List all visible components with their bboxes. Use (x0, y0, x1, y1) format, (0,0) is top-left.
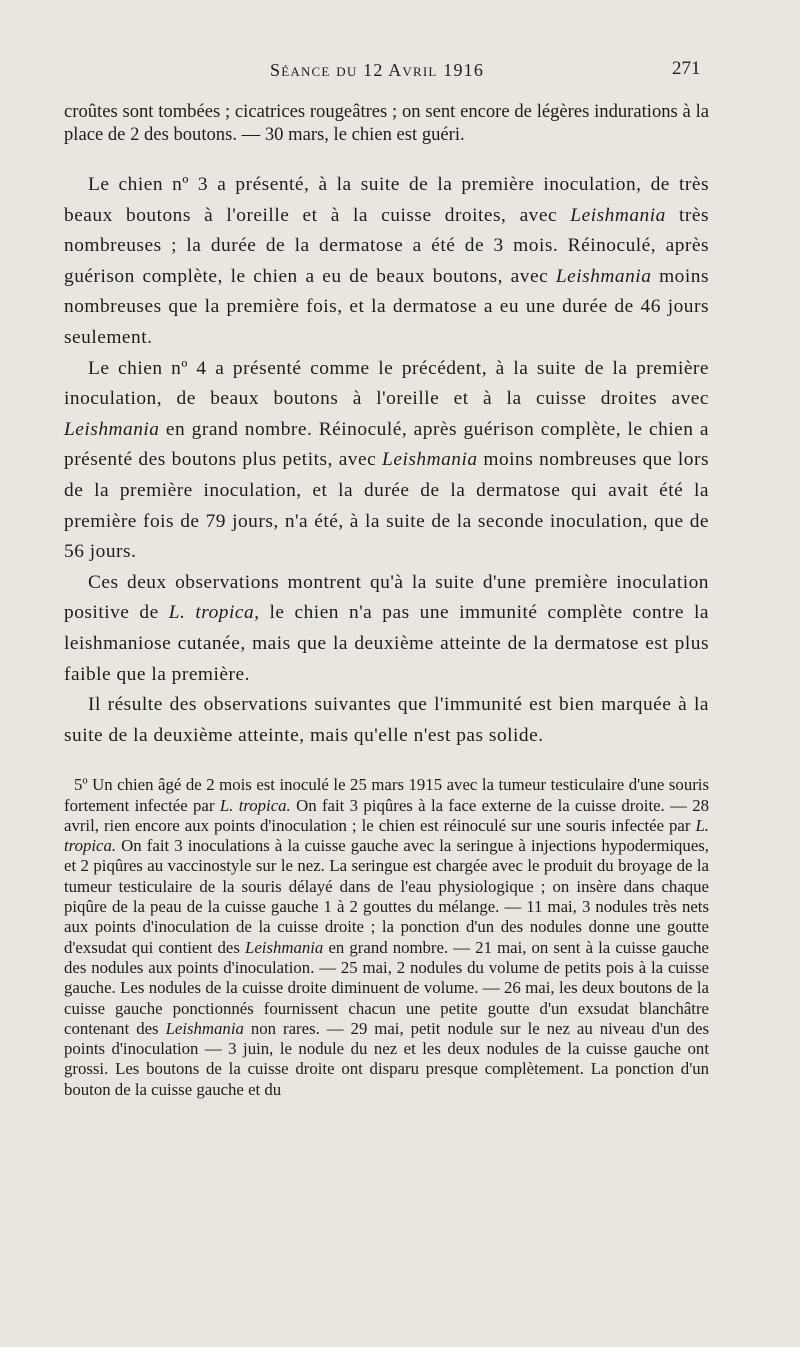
text-run: Le chien nº 4 a présenté comme le précédent, à la suite de la première inoculation, de beaux boutons à l'oreille et à la cuisse droites avec (64, 357, 709, 410)
body-text (64, 100, 709, 1100)
text-run: en grand nombre. Réinoculé, après guérison complète, le chien a présenté des boutons plus petits, avec (64, 418, 709, 471)
italic-term: L. tropica, (168, 602, 260, 624)
text-run: On fait 3 inoculations à la cuisse gauche avec la seringue à injections hypodermiques, et 2 piqûres au vaccinostyle sur le nez. La seringue est chargée avec le produit du broyage de la tumeur testiculaire de la souris délayé dans de l'eau physiologique ; on insère dans chaque piqûre de la peau de la cuisse gauche 1 à 2 gouttes du mélange. — 11 mai, 3 nodules très nets aux points d'inoculation de la cuisse droite ; la ponction d'un des nodules donne une goutte d'exsudat qui contient des (64, 836, 709, 957)
italic-term: Leishmania (555, 265, 652, 287)
text-run: moins nombreuses que la première fois, et la dermatose a eu une durée de 46 jours seulement. (64, 265, 709, 348)
paragraph-chien-4 (64, 354, 709, 568)
text-run: non rares. — 29 mai, petit nodule sur le nez au niveau d'un des points d'inoculation — 3 juin, le nodule du nez et les deux nodules de la cuisse gauche ont grossi. Les boutons de la cuisse droite ont disparu presque complètement. La ponction d'un bouton de la cuisse gauche et du (64, 1018, 709, 1099)
italic-term: Leishmania (570, 204, 666, 226)
paragraph-observation-5 (64, 775, 709, 1100)
italic-term: Leishmania (382, 449, 478, 471)
text-run: 5º Un chien âgé de 2 mois est inoculé le 25 mars 1915 avec la tumeur testiculaire d'une souris fortement infectée par (64, 775, 709, 815)
paragraph-observations (64, 568, 709, 690)
page-header (0, 52, 800, 82)
text-run: très nombreuses ; la durée de la dermatose a été de 3 mois. Réinoculé, après guérison complète, le chien a eu de beaux boutons, avec (64, 204, 709, 287)
paragraph-immunite: Il résulte des observations suivantes que l'immunité est bien marquée à la suite de la deuxième atteinte, mais qu'elle n'est pas solide. (64, 694, 709, 746)
italic-term: L. tropica. (219, 795, 291, 815)
italic-term: L. tropica. (64, 815, 709, 856)
text-run: Le chien nº 3 a présenté, à la suite de la première inoculation, de très beaux boutons à l'oreille et à la cuisse droites, avec (64, 174, 709, 226)
text-run: Ces deux observations montrent qu'à la suite d'une première inoculation positive de (64, 571, 709, 624)
italic-term: Leishmania (165, 1018, 244, 1038)
paragraph-chien-3 (64, 170, 709, 354)
text-run: moins nombreuses que lors de la première inoculation, et la durée de la dermatose qui avait été la première fois de 79 jours, n'a été, à la suite de la seconde inoculation, que de 56 jours. (64, 449, 709, 563)
page-number: 271 (672, 58, 701, 79)
paragraph-continuation: croûtes sont tombées ; cicatrices rougeâtres ; on sent encore de légères indurations à la place de 2 des boutons. — 30 mars, le chien est guéri. (64, 101, 709, 145)
italic-term: Leishmania (245, 937, 324, 957)
italic-term: Leishmania (64, 418, 160, 440)
text-run: On fait 3 piqûres à la face externe de la cuisse droite. — 28 avril, rien encore aux points d'inoculation ; le chien est réinoculé sur une souris infectée par (64, 795, 710, 835)
running-head: Séance du 12 Avril 1916 (270, 60, 485, 80)
text-run: en grand nombre. — 21 mai, on sent à la cuisse gauche des nodules aux points d'inoculation. — 25 mai, 2 nodules du volume de petits pois à la cuisse gauche. Les nodules de la cuisse droite diminuent de volume. — 26 mai, les deux boutons de la cuisse gauche ponctionnés fournissent chacun une petite goutte d'un exsudat blanchâtre contenant des (64, 937, 710, 1038)
text-run: le chien n'a pas une immunité complète contre la leishmaniose cutanée, mais que la deuxième atteinte de la dermatose est plus faible que la première. (64, 602, 709, 685)
